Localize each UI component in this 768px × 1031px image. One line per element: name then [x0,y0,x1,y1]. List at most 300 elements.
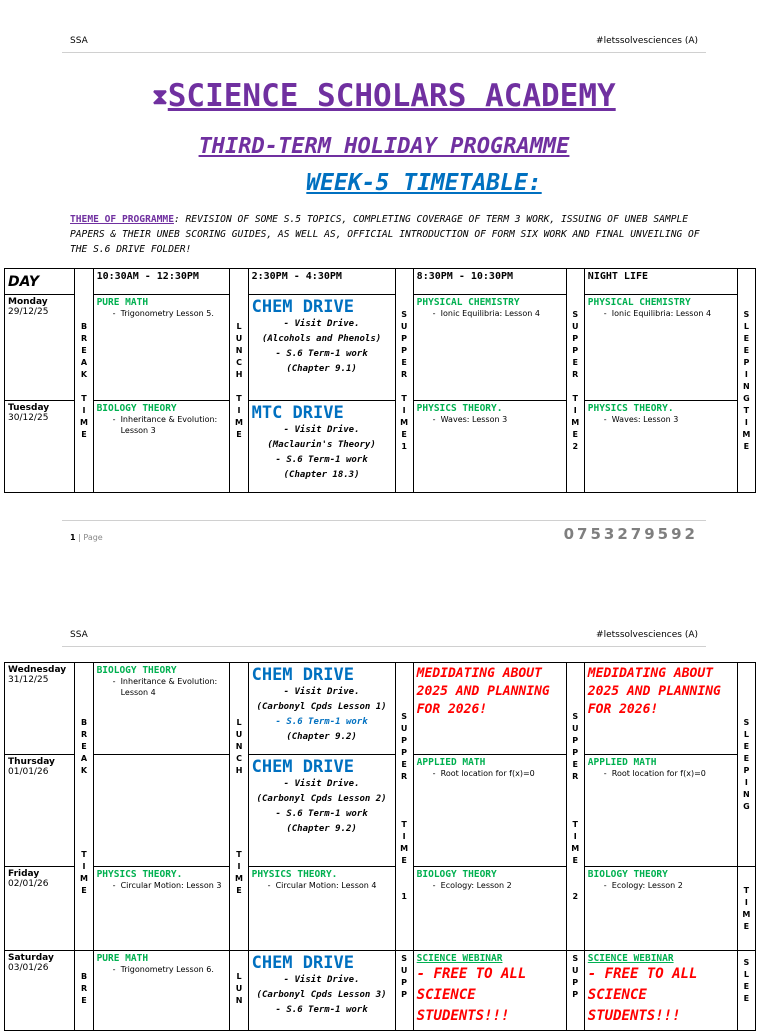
vertical-letter: I [402,405,406,415]
vertical-letter: S [401,309,407,319]
lesson-text: Trigonometry Lesson 5. [120,309,214,318]
lesson-text: Ecology: Lesson 2 [440,881,512,890]
vertical-letter: U [235,729,243,739]
vertical-letter: C [236,357,242,367]
vertical-letter: S [743,309,750,319]
vertical-letter: E [572,429,578,439]
vertical-letter: L [743,970,749,979]
drive-title: CHEM DRIVE [251,953,354,973]
vertical-letter [396,381,413,393]
lesson-item: - Waves: Lesson 3 [603,415,679,424]
vertical-letter: E [236,885,242,895]
vertical-letter [75,789,92,801]
supper-time-1-column [395,269,413,493]
sleeping-time-column [737,269,755,493]
subject-label: PURE MATH [96,953,149,964]
vertical-letter [75,825,92,837]
vertical-letter: E [743,753,750,763]
lesson-item: - Ecology: Lesson 2 [432,881,512,890]
vertical-letter: I [744,897,748,907]
vertical-letter: E [743,921,750,931]
vertical-letter: S [572,954,579,963]
friday-slot4 [584,867,737,951]
lesson-item: - Ionic Equilibria: Lesson 4 [432,309,540,318]
day-header-text: DAY [8,274,39,290]
vertical-letter: I [744,417,748,427]
vertical-letter [230,801,247,813]
day-date: 31/12/25 [8,675,49,685]
vertical-letter [230,777,247,789]
theme-paragraph [70,212,710,257]
vertical-letter: E [572,855,578,865]
vertical-letter: P [401,345,408,355]
slot4-header: NIGHT LIFE [584,269,737,295]
vertical-letter [567,879,584,891]
drive-line: - S.6 Term-1 work [275,349,368,359]
vertical-letter [75,777,92,789]
lesson-item: - Circular Motion: Lesson 3 [112,881,222,890]
vertical-letter [230,837,247,849]
vertical-letter: 1 [401,441,407,451]
sleeping-time-column-end [737,867,755,951]
page-number-label: | Page [75,533,103,542]
vertical-letter: K [80,765,88,775]
drive-line: (Chapter 18.3) [283,470,360,480]
vertical-letter [75,837,92,849]
sleeping-time-column [737,663,755,867]
vertical-letter [567,807,584,819]
lesson-text: Root location for f(x)=0 [611,769,706,778]
vertical-letter: R [401,771,408,781]
vertical-letter: M [742,909,751,919]
day-date: 01/01/26 [8,767,49,777]
table-row [5,401,756,493]
vertical-letter: R [80,984,88,993]
subject-label: PHYSICS THEORY. [96,869,183,880]
drive-line: (Alcohols and Phenols) [261,334,382,344]
lesson-text: Circular Motion: Lesson 3 [120,881,222,890]
vertical-letter: U [400,966,408,975]
table-row [5,755,756,867]
vertical-letter: L [236,321,242,331]
day-name: Friday [8,869,40,879]
vertical-letter: S [572,711,579,721]
vertical-letter: L [743,729,749,739]
vertical-letter: G [743,801,750,811]
vertical-letter: P [572,345,579,355]
vertical-letter: N [743,789,750,799]
subject-label: PHYSICS THEORY. [587,403,674,414]
supper-time-2-column [566,269,584,493]
vertical-letter: I [82,405,86,415]
vertical-letter: I [573,831,577,841]
vertical-letter: U [235,333,243,343]
vertical-letter: E [401,429,407,439]
vertical-letter: I [744,369,748,379]
vertical-letter: P [572,333,579,343]
day-date: 02/01/26 [8,879,49,889]
vertical-letter: E [743,982,750,991]
timetable-week5-part1 [4,268,756,493]
thursday-slot2 [248,755,395,867]
vertical-letter: T [81,393,87,403]
drive-line: - Visit Drive. [283,687,360,697]
drive-line: (Maclaurin's Theory) [267,440,376,450]
vertical-letter: E [572,357,578,367]
vertical-letter: 1 [401,891,407,901]
vertical-letter: U [400,723,408,733]
subject-label: APPLIED MATH [587,757,657,768]
drive-title: CHEM DRIVE [251,757,354,777]
vertical-letter [75,813,92,825]
vertical-letter: E [81,741,87,751]
vertical-letter [567,867,584,879]
monday-slot3 [413,295,566,401]
vertical-letter [396,783,413,795]
day-cell-friday [5,867,75,951]
day-cell-saturday [5,951,75,1031]
drive-line: (Chapter 9.1) [286,364,357,374]
vertical-letter: B [80,972,88,981]
vertical-letter: L [743,321,749,331]
vertical-letter: I [237,405,241,415]
vertical-letter: B [80,321,88,331]
drive-title: CHEM DRIVE [251,665,354,685]
lunch-time-column [230,269,248,493]
vertical-letter: P [743,357,750,367]
page-footer [62,520,706,551]
vertical-letter: S [572,309,579,319]
drive-line: - Visit Drive. [283,319,360,329]
vertical-letter: I [573,405,577,415]
day-date: 03/01/26 [8,963,49,973]
vertical-letter [396,807,413,819]
tuesday-slot2 [248,401,395,493]
vertical-letter: P [401,978,408,987]
drive-line: - Visit Drive. [283,975,360,985]
vertical-letter: U [571,321,579,331]
week-title-text: WEEK-5 TIMETABLE: [306,170,542,196]
drive-line: - S.6 Term-1 work [275,1005,368,1015]
vertical-letter: M [400,843,409,853]
vertical-letter: H [235,369,243,379]
lunch-time-column [230,663,248,951]
lesson-text: Ionic Equilibria: Lesson 4 [440,309,540,318]
vertical-letter: S [401,954,407,963]
vertical-letter: M [80,873,88,883]
timetable-week5-part2 [4,662,756,1031]
subject-label: BIOLOGY THEORY [96,403,177,414]
day-date: 30/12/25 [8,413,49,423]
supper-time-1-column [395,951,413,1031]
vertical-letter: S [743,717,750,727]
vertical-letter: H [235,765,243,775]
day-name: Thursday [8,757,55,767]
drive-line: (Chapter 9.2) [286,732,357,742]
vertical-letter: I [82,861,86,871]
table-row [5,295,756,401]
header-left: SSA [70,630,88,640]
drive-line: - S.6 Term-1 work [275,809,368,819]
lesson-item: - Ecology: Lesson 2 [603,881,683,890]
vertical-letter [396,795,413,807]
vertical-letter: E [743,994,750,1003]
vertical-letter: M [235,873,244,883]
vertical-letter: I [744,777,748,787]
saturday-slot4 [584,951,737,1031]
week-title [40,170,768,196]
break-time-column [75,269,93,493]
vertical-letter: T [81,849,87,859]
monday-slot2 [248,295,395,401]
vertical-letter: P [401,747,408,757]
vertical-letter: N [235,741,243,751]
vertical-letter: A [80,357,88,367]
vertical-letter: T [236,849,242,859]
vertical-letter: T [572,819,578,829]
vertical-letter: T [572,393,578,403]
vertical-letter: R [80,729,88,739]
vertical-letter: P [401,333,408,343]
subject-label: PHYSICS THEORY. [251,869,338,880]
academy-title [0,78,768,114]
monday-slot1 [93,295,230,401]
vertical-letter [567,795,584,807]
vertical-letter: S [743,958,750,967]
subject-label: SCIENCE WEBINAR [416,953,503,964]
drive-line: (Carbonyl Cpds Lesson 1) [256,702,387,712]
lesson-item: - Inheritance & Evolution: Lesson 4 [112,677,218,697]
supper-time-2-column [566,663,584,951]
wednesday-slot4 [584,663,737,755]
theme-text: : REVISION OF SOME S.5 TOPICS, COMPLETING COVERAGE OF TERM 3 WORK, ISSUING OF UNEB SAMPLE PAPERS & THEIR UNEB SCORING GUIDES, AS WELL AS, OFFICIAL INTRODUCTION OF FORM SIX WORK AND FINAL UNVEILING OF THE S.6 DRIVE FOLDER! [70,214,700,255]
friday-slot2 [248,867,395,951]
lesson-item: - Trigonometry Lesson 5. [112,309,214,318]
day-cell-monday [5,295,75,401]
vertical-letter: E [81,996,87,1005]
webinar-note: - FREE TO ALL SCIENCE STUDENTS!!! [416,966,527,1024]
vertical-letter: T [236,393,242,403]
vertical-letter [567,783,584,795]
break-time-column [75,951,93,1031]
saturday-slot1 [93,951,230,1031]
vertical-letter: N [235,345,243,355]
tuesday-slot3 [413,401,566,493]
vertical-letter: U [571,966,579,975]
drive-line: - Visit Drive. [283,425,360,435]
vertical-letter: T [743,885,750,895]
vertical-letter: N [743,381,750,391]
day-name: Tuesday [8,403,50,413]
vertical-letter: E [81,885,87,895]
tuesday-slot1 [93,401,230,493]
vertical-letter: E [401,759,407,769]
vertical-letter [567,381,584,393]
vertical-letter: A [80,753,88,763]
header-left: SSA [70,36,88,46]
lesson-text: Circular Motion: Lesson 4 [275,881,377,890]
saturday-slot3 [413,951,566,1031]
lesson-item: - Inheritance & Evolution: Lesson 3 [112,415,218,435]
lesson-text: Root location for f(x)=0 [440,769,535,778]
table-row [5,867,756,951]
subject-label: BIOLOGY THEORY [416,869,497,880]
saturday-slot2 [248,951,395,1031]
lesson-item: - Circular Motion: Lesson 4 [267,881,377,890]
slot3-header: 8:30PM - 10:30PM [413,269,566,295]
subject-label: PHYSICAL CHEMISTRY [587,297,691,308]
vertical-letter: M [571,843,580,853]
vertical-letter: G [743,393,750,403]
vertical-letter: E [401,357,407,367]
slot1-header: 10:30AM - 12:30PM [93,269,230,295]
day-name: Wednesday [8,665,67,675]
lesson-item: - Root location for f(x)=0 [432,769,535,778]
vertical-letter: E [401,855,407,865]
wednesday-slot2 [248,663,395,755]
thursday-slot3 [413,755,566,867]
vertical-letter: L [236,972,242,981]
vertical-letter: E [743,333,750,343]
vertical-letter: E [81,345,87,355]
phone-number: 0753279592 [563,525,698,543]
subject-label: PHYSICAL CHEMISTRY [416,297,520,308]
vertical-letter: P [572,735,579,745]
vertical-letter: P [572,747,579,757]
header-right: #letssolvesciences (A) [596,36,698,46]
vertical-letter [396,867,413,879]
drive-line: - Visit Drive. [283,779,360,789]
subject-label: PURE MATH [96,297,149,308]
page-number-value: 1 [70,533,76,542]
vertical-letter: M [742,429,751,439]
theme-label: THEME OF PROGRAMME [70,214,174,225]
vertical-letter: E [743,345,750,355]
vertical-letter: E [743,741,750,751]
friday-slot3 [413,867,566,951]
table-row [5,951,756,1031]
vertical-letter: R [80,333,88,343]
vertical-letter: 2 [572,891,579,901]
vertical-letter: P [401,735,408,745]
break-time-column [75,663,93,951]
lunch-time-column [230,951,248,1031]
vertical-letter: E [743,441,750,451]
thursday-slot4 [584,755,737,867]
vertical-letter [230,381,247,393]
vertical-letter [75,381,92,393]
day-cell-tuesday [5,401,75,493]
vertical-letter: N [235,996,243,1005]
subject-label: PHYSICS THEORY. [416,403,503,414]
lesson-text: Waves: Lesson 3 [440,415,508,424]
lesson-text: Trigonometry Lesson 6. [120,965,214,974]
page-number [70,533,103,542]
sleeping-time-column [737,951,755,1031]
vertical-letter: E [81,429,87,439]
hourglass-icon: ⧗ [152,85,168,110]
vertical-letter: C [236,753,242,763]
drive-line: - S.6 Term-1 work [275,717,368,727]
vertical-letter: B [80,717,88,727]
subject-label: BIOLOGY THEORY [96,665,177,676]
reflection-note: MEDIDATING ABOUT 2025 AND PLANNING FOR 2026! [587,666,721,717]
page-header-2 [0,630,768,644]
day-header [5,269,75,295]
vertical-letter: P [401,990,408,999]
programme-subtitle: THIRD-TERM HOLIDAY PROGRAMME [198,134,570,159]
vertical-letter: M [571,417,580,427]
vertical-letter: I [237,861,241,871]
header-rule [62,646,706,647]
vertical-letter: T [743,405,750,415]
slot2-header: 2:30PM - 4:30PM [248,269,395,295]
vertical-letter [230,825,247,837]
wednesday-slot3 [413,663,566,755]
lesson-item: - Root location for f(x)=0 [603,769,706,778]
lesson-text: Waves: Lesson 3 [611,415,679,424]
vertical-letter: P [572,990,579,999]
lesson-item: - Ionic Equilibria: Lesson 4 [603,309,712,318]
vertical-letter: R [401,369,408,379]
header-right: #letssolvesciences (A) [596,630,698,640]
lesson-text: Ecology: Lesson 2 [611,881,683,890]
lesson-item: - Waves: Lesson 3 [432,415,508,424]
lesson-text: Inheritance & Evolution: Lesson 3 [120,415,218,435]
subject-label: BIOLOGY THEORY [587,869,668,880]
day-cell-wednesday [5,663,75,755]
vertical-letter: L [236,717,242,727]
vertical-letter: P [743,765,750,775]
drive-line: (Chapter 9.2) [286,824,357,834]
day-name: Saturday [8,953,54,963]
table-row [5,663,756,755]
drive-title: MTC DRIVE [251,403,344,423]
vertical-letter: S [401,711,407,721]
supper-time-2-column [566,951,584,1031]
academy-title-text: SCIENCE SCHOLARS ACADEMY [167,78,616,114]
monday-slot4 [584,295,737,401]
vertical-letter: M [80,417,88,427]
vertical-letter: K [80,369,88,379]
vertical-letter: 2 [572,441,579,451]
wednesday-slot1 [93,663,230,755]
vertical-letter [396,879,413,891]
thursday-slot1 [93,755,230,867]
day-date: 29/12/25 [8,307,49,317]
vertical-letter: U [235,984,243,993]
day-name: Monday [8,297,48,307]
vertical-letter: T [401,393,407,403]
vertical-letter: E [572,759,578,769]
vertical-letter: R [572,369,579,379]
lesson-text: Inheritance & Evolution: Lesson 4 [120,677,218,697]
vertical-letter: M [235,417,244,427]
lesson-text: Ionic Equilibria: Lesson 4 [611,309,712,318]
subject-label: SCIENCE WEBINAR [587,953,674,964]
supper-time-1-column [395,663,413,951]
vertical-letter: E [236,429,242,439]
webinar-note: - FREE TO ALL SCIENCE STUDENTS!!! [587,966,698,1024]
drive-line: (Carbonyl Cpds Lesson 3) [256,990,387,1000]
vertical-letter: T [401,819,407,829]
vertical-letter: U [400,321,408,331]
vertical-letter: I [402,831,406,841]
subject-label: APPLIED MATH [416,757,486,768]
drive-title: CHEM DRIVE [251,297,354,317]
header-rule [62,52,706,53]
tuesday-slot4 [584,401,737,493]
